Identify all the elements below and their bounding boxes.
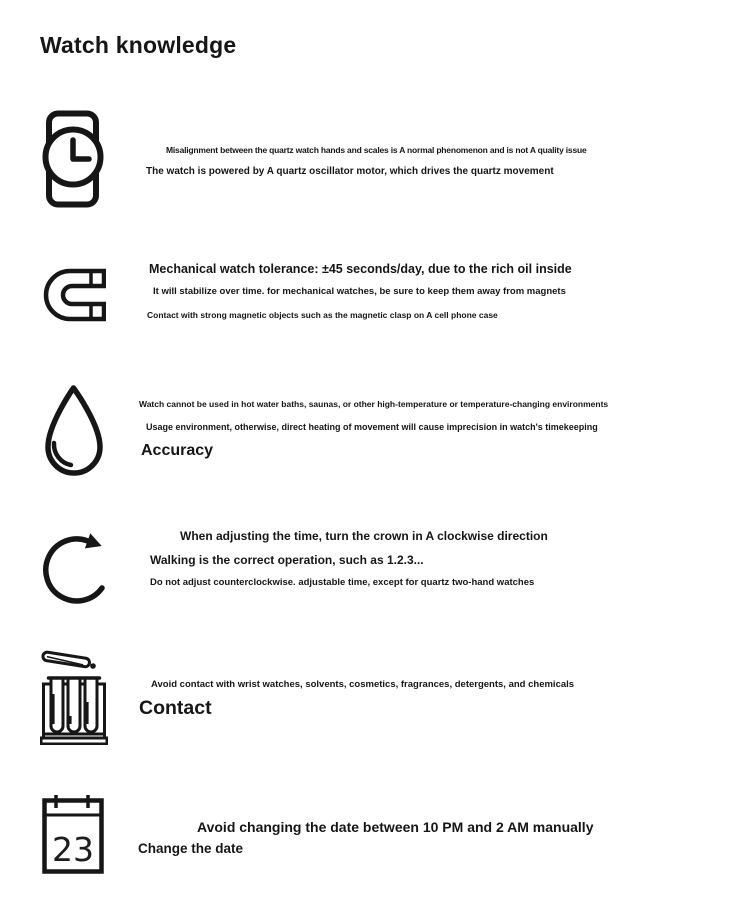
accuracy-heading: Accuracy	[141, 442, 214, 459]
magnet-note-mid: It will stabilize over time. for mechanical watches, be sure to keep them away from magnets	[153, 286, 566, 297]
calendar-icon	[42, 793, 104, 875]
adjust-note-main: When adjusting the time, turn the crown in A clockwise direction	[180, 529, 548, 543]
calendar-day-number: 23	[52, 830, 94, 869]
magnet-note-main: Mechanical watch tolerance: ±45 seconds/day, due to the rich oil inside	[149, 262, 572, 276]
accuracy-note-mid: Usage environment, otherwise, direct heating of movement will cause imprecision in watch's timekeeping	[146, 422, 598, 432]
quartz-note-main: The watch is powered by A quartz oscillator motor, which drives the quartz movement	[146, 166, 554, 177]
magnet-note-small: Contact with strong magnetic objects such as the magnetic clasp on A cell phone case	[147, 310, 498, 320]
date-note-sub: Change the date	[138, 841, 244, 856]
water-drop-icon	[40, 384, 107, 480]
clockwise-arrow-icon	[42, 527, 113, 609]
date-note-main: Avoid changing the date between 10 PM and 2 AM manually	[197, 819, 594, 835]
adjust-note-mid: Walking is the correct operation, such as 1.2.3...	[150, 553, 424, 567]
adjust-note-small: Do not adjust counterclockwise. adjustable time, except for quartz two-hand watches	[150, 577, 535, 588]
accuracy-note-small: Watch cannot be used in hot water baths, saunas, or other high-temperature or temperature-changing environments	[139, 399, 609, 409]
wrist-watch-icon	[42, 110, 104, 208]
magnet-icon	[42, 266, 106, 324]
contact-note-small: Avoid contact with wrist watches, solvents, cosmetics, fragrances, detergents, and chemicals	[151, 679, 575, 690]
page-title: Watch knowledge	[40, 32, 237, 58]
contact-heading: Contact	[139, 697, 212, 719]
quartz-note-small: Misalignment between the quartz watch hands and scales is A normal phenomenon and is not A quality issue	[166, 145, 587, 155]
test-tubes-icon	[40, 650, 108, 745]
